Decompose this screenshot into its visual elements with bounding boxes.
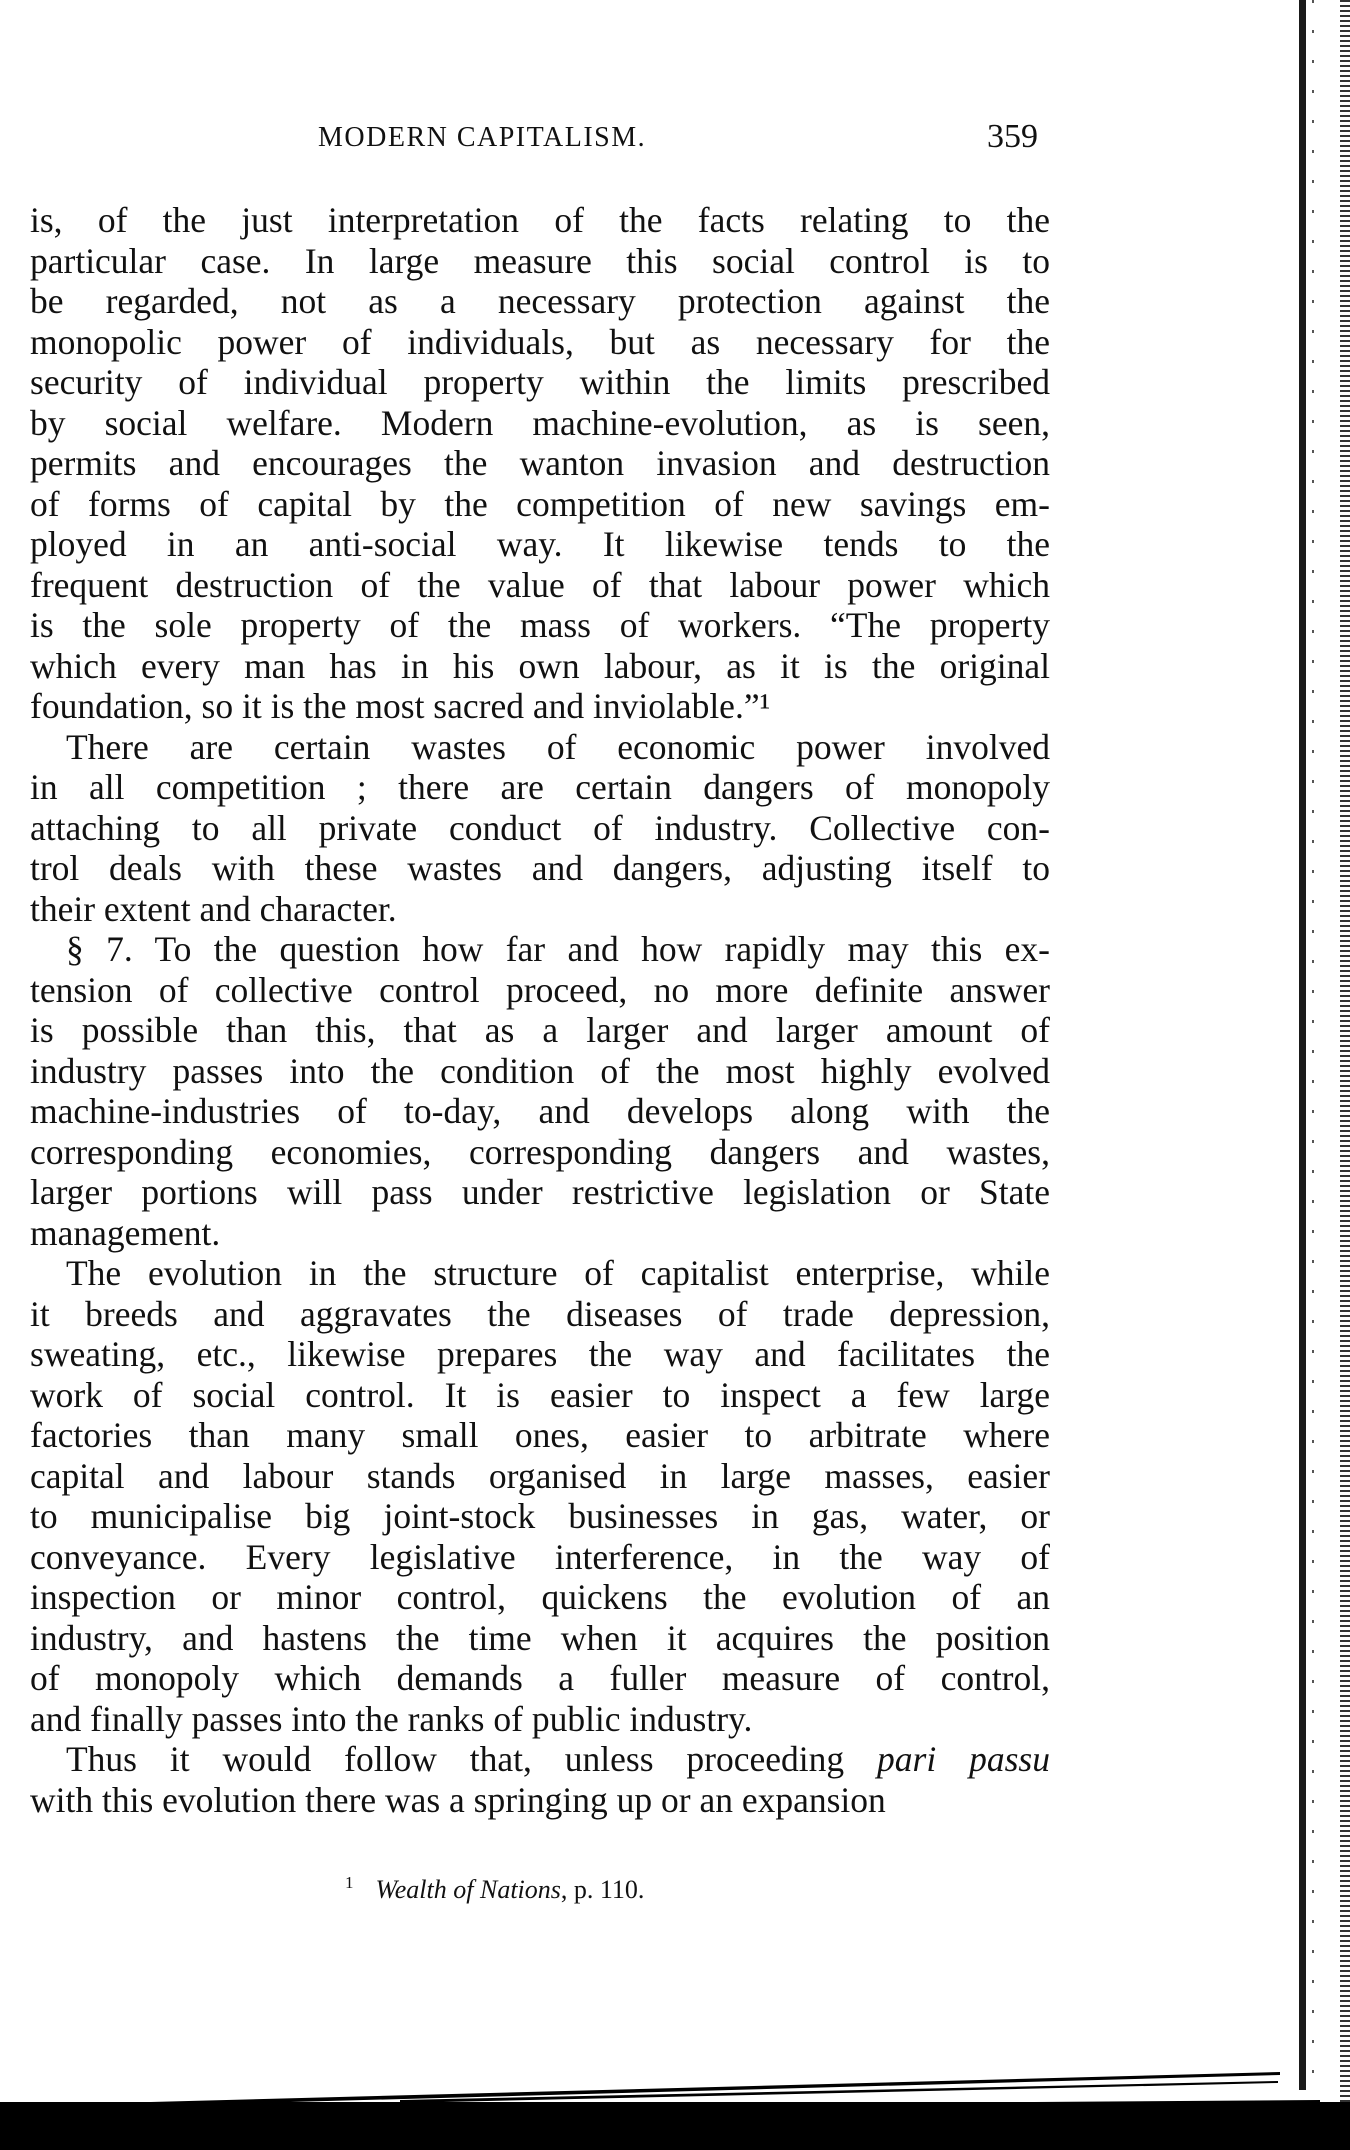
running-head-title: MODERN CAPITALISM. (318, 122, 647, 153)
text-line: be regarded, not as a necessary protection against the (30, 281, 1050, 321)
text-line: capital and labour stands organised in large masses, easier (30, 1455, 1050, 1496)
text-line: The evolution in the structure of capitalist enterprise, while (66, 1253, 1050, 1293)
text-line: machine-industries of to-day, and develops along with the (30, 1091, 1050, 1131)
text-line: frequent destruction of the value of that labour power which (30, 564, 1050, 605)
text-line: it breeds and aggravates the diseases of trade depression, (30, 1293, 1050, 1334)
text-line: trol deals with these wastes and dangers, adjusting itself to (30, 848, 1050, 888)
gutter-speckle (1312, 0, 1314, 2090)
book-gutter-shadow (1299, 0, 1306, 2090)
text-line: security of individual property within the limits prescribed (30, 362, 1050, 402)
text-line: ployed in an anti-social way. It likewise tends to the (30, 524, 1050, 564)
footnote (345, 1873, 644, 1905)
text-line: factories than many small ones, easier to arbitrate where (30, 1415, 1050, 1455)
paragraph (30, 727, 1050, 930)
text-line: particular case. In large measure this social control is to (30, 240, 1050, 281)
text-line: monopolic power of individuals, but as necessary for the (30, 321, 1050, 362)
text-line: of monopoly which demands a fuller measure of control, (30, 1658, 1050, 1698)
text-line: corresponding economies, corresponding dangers and wastes, (30, 1131, 1050, 1172)
text-line: and finally passes into the ranks of public industry. (30, 1698, 753, 1739)
text-line: their extent and character. (30, 888, 397, 929)
text-line: foundation, so it is the most sacred and inviolable.”¹ (30, 686, 771, 726)
footnote-title: Wealth of Nations (375, 1875, 561, 1904)
scan-bottom-border (0, 2102, 1350, 2150)
text-line: conveyance. Every legislative interference, in the way of (30, 1536, 1050, 1577)
text-line: permits and encourages the wanton invasion and destruction (30, 443, 1050, 483)
text-line: larger portions will pass under restrictive legislation or State (30, 1172, 1050, 1212)
page-edge (1340, 0, 1350, 2120)
text-line: There are certain wastes of economic power involved (66, 726, 1050, 767)
text-line: by social welfare. Modern machine-evolution, as is seen, (30, 402, 1050, 443)
running-head (318, 118, 1038, 172)
text-line: which every man has in his own labour, as it is the original (30, 645, 1050, 686)
footnote-citation: , p. 110. (560, 1875, 645, 1904)
text-line: attaching to all private conduct of industry. Collective con- (30, 807, 1050, 848)
text-line: management. (30, 1212, 221, 1253)
text-line: Thus it would follow that, unless proceeding pari passu (66, 1739, 1050, 1779)
paragraph (30, 200, 1050, 727)
text-line: is, of the just interpretation of the facts relating to the (30, 200, 1050, 240)
footnote-marker: 1 (345, 1873, 354, 1892)
text-line: in all competition ; there are certain dangers of monopoly (30, 767, 1050, 807)
text-line: to municipalise big joint-stock businesses in gas, water, or (30, 1496, 1050, 1536)
text-line: inspection or minor control, quickens the evolution of an (30, 1577, 1050, 1617)
text-line: sweating, etc., likewise prepares the way and facilitates the (30, 1334, 1050, 1374)
italic-phrase: pari passu (877, 1739, 1050, 1779)
page-number: 359 (987, 118, 1038, 155)
text-line: work of social control. It is easier to inspect a few large (30, 1374, 1050, 1415)
text-line: is possible than this, that as a larger and larger amount of (30, 1010, 1050, 1050)
text-line: tension of collective control proceed, no more definite answer (30, 969, 1050, 1010)
text-line: industry, and hastens the time when it acquires the position (30, 1617, 1050, 1658)
text-line: of forms of capital by the competition of new savings em- (30, 483, 1050, 524)
paragraph (30, 1739, 1050, 1820)
text-line: is the sole property of the mass of workers. “The property (30, 605, 1050, 645)
text-line: with this evolution there was a springing up or an expansion (30, 1779, 886, 1820)
text-line: § 7. To the question how far and how rapidly may this ex- (66, 929, 1050, 969)
paragraph (30, 929, 1050, 1253)
body-text (30, 200, 1050, 1820)
paragraph (30, 1253, 1050, 1739)
text-line: industry passes into the condition of the most highly evolved (30, 1050, 1050, 1091)
